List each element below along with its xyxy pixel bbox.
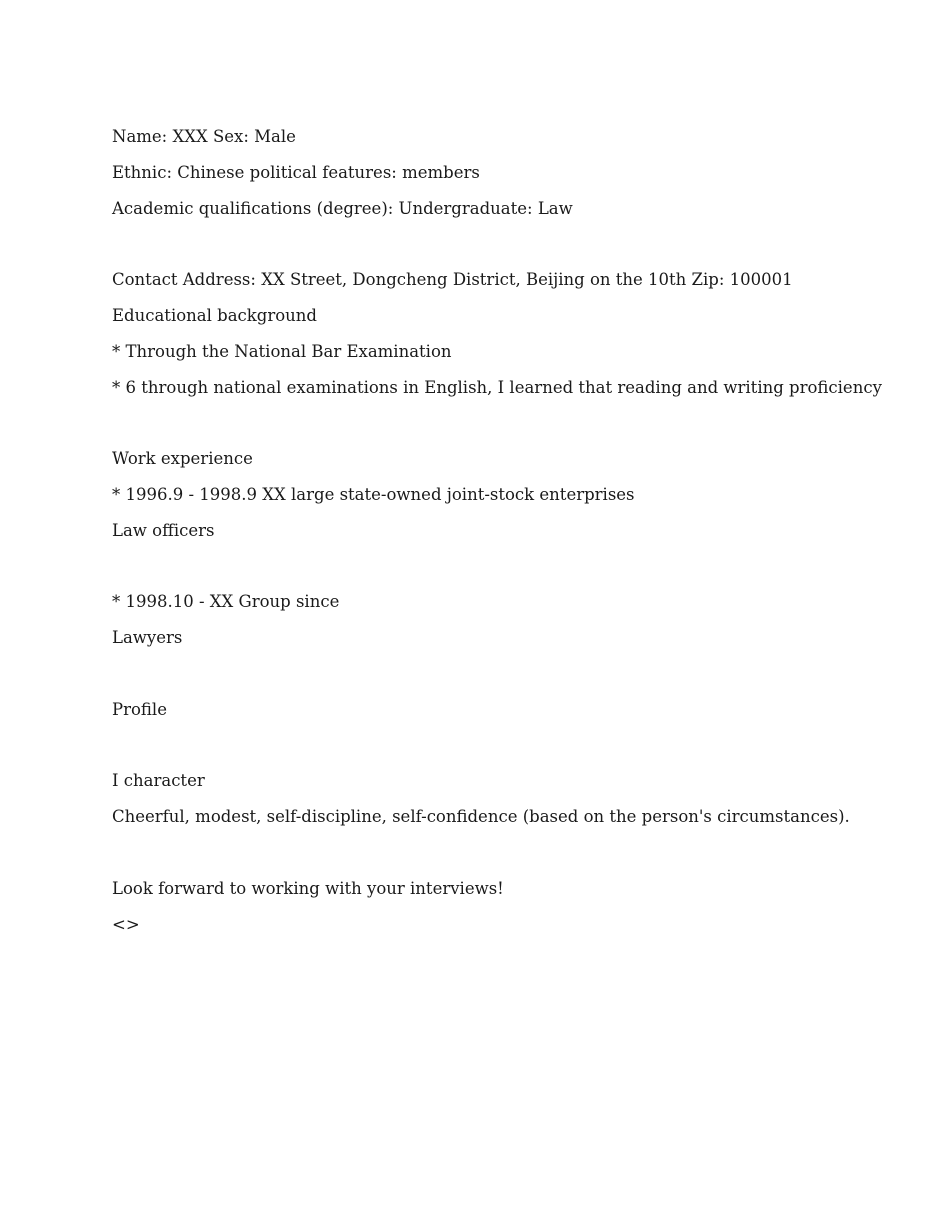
work-item: * 1996.9 - 1998.9 XX large state-owned joint-stock enterprises	[112, 484, 635, 504]
work-item: * 1998.10 - XX Group since	[112, 592, 340, 612]
ethnic-line: Ethnic: Chinese political features: members	[112, 162, 480, 182]
education-item: * Through the National Bar Examination	[112, 341, 452, 361]
blank-line	[112, 233, 912, 269]
work-experience-heading: Work experience	[112, 449, 253, 469]
work-role: Law officers	[112, 520, 215, 540]
education-item: * 6 through national examinations in English, I learned that reading and writing proficiency	[112, 377, 882, 397]
blank-line	[112, 663, 912, 699]
education-heading: Educational background	[112, 305, 317, 325]
closing-line: Look forward to working with your interviews!	[112, 878, 504, 898]
character-description: Cheerful, modest, self-discipline, self-confidence (based on the person's circumstances).	[112, 807, 850, 827]
contact-address-line: Contact Address: XX Street, Dongcheng District, Beijing on the 10th Zip: 100001	[112, 270, 793, 290]
name-sex-line: Name: XXX Sex: Male	[112, 127, 296, 146]
profile-heading: Profile	[112, 699, 167, 719]
closing-mark: <>	[112, 914, 140, 934]
document-body	[112, 126, 912, 949]
qualifications-line: Academic qualifications (degree): Undergraduate: Law	[112, 198, 573, 218]
blank-line	[112, 735, 912, 771]
blank-line	[112, 842, 912, 878]
blank-line	[112, 412, 912, 448]
blank-line	[112, 556, 912, 592]
work-role: Lawyers	[112, 628, 183, 648]
character-heading: I character	[112, 771, 205, 791]
